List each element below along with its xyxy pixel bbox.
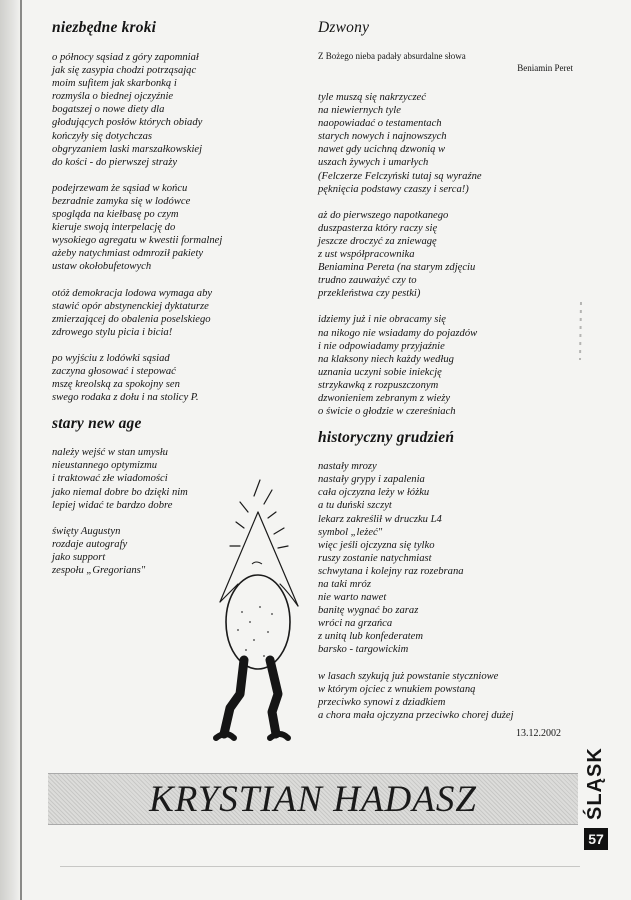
verse-line: i traktować złe wiadomości	[52, 473, 168, 485]
verse-line: tyle muszą się nakrzyczeć	[318, 92, 426, 103]
magazine-logo: ŚLĄSK	[584, 747, 606, 820]
verse-line: strzykawką z rozpuszczonym	[318, 379, 439, 391]
verse-line: jako niemal dobre bo dzięki nim	[52, 486, 188, 498]
verse-line: święty Augustyn	[52, 525, 121, 537]
verse-line: zaczyna głosować i stepować	[52, 365, 176, 377]
verse-line: banitę wygnać bo zaraz	[318, 605, 419, 617]
poem-title: stary new age	[52, 415, 142, 433]
verse-line: a tu duński szczyt	[318, 500, 392, 512]
verse-line: przeciwko synowi z dziadkiem	[318, 696, 446, 708]
stanza	[318, 209, 583, 301]
verse-line: uszach żywych i umarłych	[318, 157, 429, 169]
verse-line: schwytana i kolejny raz rozebrana	[318, 565, 464, 577]
verse-line: kończyły się dotychczas	[52, 130, 153, 142]
verse-line: zespołu „Gregorians"	[52, 565, 146, 576]
egg-figure-illustration	[180, 472, 300, 762]
verse-line: symbol „leżeć"	[318, 526, 383, 538]
verse-line: po wyjściu z lodówki sąsiad	[52, 352, 170, 364]
verse-line: mszę kreolską za spokojny sen	[52, 379, 180, 391]
author-name: KRYSTIAN HADASZ	[149, 779, 477, 820]
verse-line: rozmyśla o biednej ojczyźnie	[52, 91, 174, 103]
verse-line: dzwonieniem zebranym z wieży	[318, 392, 451, 404]
verse-line: i nie odpowiadamy przyjaźnie	[318, 340, 445, 352]
verse-line: do kości - do pierwszej straży	[52, 156, 178, 168]
verse-line: spogląda na kiełbasę po czym	[52, 209, 179, 221]
verse-line: z ust współpracownika	[318, 249, 415, 261]
bottom-rule	[60, 866, 580, 867]
verse-line: z unitą lub konfederatem	[318, 631, 424, 643]
verse-line: bezradnie zamyka się w lodówce	[52, 195, 191, 207]
stanza	[318, 670, 583, 722]
verse-line: jako support	[52, 551, 106, 563]
poem-body	[52, 51, 292, 404]
verse-line: starych nowych i najnowszych	[318, 131, 447, 143]
stanza	[52, 287, 292, 339]
verse-line: nie warto nawet	[318, 592, 387, 604]
verse-line: na nikogo nie wsiadamy do pojazdów	[318, 327, 478, 339]
verse-line: głodujących posłów których obiady	[52, 117, 203, 129]
verse-line: ruszy zostanie natychmiast	[318, 552, 432, 564]
verse-line: lepiej widać te bardzo dobre	[52, 499, 173, 511]
verse-line: przekleństwa czy pestki)	[318, 288, 421, 300]
verse-line: otóż demokracja lodowa wymaga aby	[52, 287, 213, 299]
verse-line: rozdaje autografy	[52, 538, 128, 550]
verse-line: cała ojczyzna leży w łóżku	[318, 487, 430, 499]
verse-line: na niewiernych tyle	[318, 105, 401, 117]
verse-line: o świcie o głodzie w czereśniach	[318, 406, 456, 418]
verse-line: ustaw okołobufetowych	[52, 261, 152, 273]
verse-line: wróci na grzańca	[318, 618, 393, 630]
verse-line: naopowiadać o testamentach	[318, 118, 442, 130]
verse-line: swego rodaka z dołu i na stolicy P.	[52, 392, 199, 404]
verse-line: stawić opór abstynenckiej dyktaturze	[52, 300, 209, 312]
verse-line: obgryzaniem laski marszałkowskiej	[52, 143, 203, 155]
verse-line: barsko - targowickim	[318, 644, 409, 656]
verse-line: trudno zauważyć czy to	[318, 275, 417, 287]
verse-line: podejrzewam że sąsiad w końcu	[52, 182, 188, 194]
verse-line: jeszcze droczyć za zniewagę	[318, 235, 437, 247]
verse-line: na taki mróz	[318, 579, 371, 590]
stanza	[52, 51, 292, 169]
stanza	[318, 460, 583, 656]
verse-line: na klaksony niech każdy według	[318, 353, 454, 365]
verse-line: ażeby natychmiast odmroził pakiety	[52, 248, 204, 260]
poem-title: historyczny grudzień	[318, 429, 455, 447]
verse-line: nastały grypy i zapalenia	[318, 474, 425, 486]
stanza	[318, 91, 583, 196]
stanza	[52, 182, 292, 274]
poem-title: niezbędne kroki	[52, 19, 157, 36]
verse-line: jak się zasypia chodzi potrząsając	[52, 65, 197, 77]
poem-date: 13.12.2002	[516, 727, 561, 739]
verse-line: więc jeśli ojczyzna się tylko	[318, 539, 435, 551]
verse-line: o północy sąsiad z góry zapomniał	[52, 52, 199, 63]
poem-title: Dzwony	[318, 19, 370, 36]
verse-line: (Felczerze Felczyński tutaj są wyraźne	[318, 170, 482, 182]
verse-line: kieruje swoją interpelację do	[52, 222, 176, 234]
poem-body	[318, 91, 583, 418]
binding-edge	[20, 0, 22, 900]
verse-line: nastały mrozy	[318, 461, 377, 473]
author-banner	[48, 773, 578, 825]
verse-line: moim sufitem jak skarbonką i	[52, 78, 177, 90]
verse-line: należy wejść w stan umysłu	[52, 447, 168, 459]
verse-line: zmierzającej do obalenia poselskiego	[52, 313, 211, 325]
verse-line: duszpasterza który raczy się	[318, 222, 438, 234]
verse-line: nieustannego optymizmu	[52, 460, 158, 472]
verse-line: zdrowego stylu picia i bicia!	[52, 326, 173, 338]
epigraph-text: Z Bożego nieba padały absurdalne słowa	[318, 51, 466, 61]
stanza	[318, 313, 583, 418]
verse-line: a chora mała ojczyzna przeciwko chorej dużej	[318, 709, 514, 721]
verse-line: uznania uczyni sobie iniekcję	[318, 366, 442, 378]
verse-line: lekarz zakreślił w druczku L4	[318, 513, 442, 525]
verse-line: w lasach szykują już powstanie styczniowe	[318, 670, 499, 682]
verse-line: pęknięcia podstawy czaszy i serca!)	[318, 183, 469, 195]
binding-shadow	[0, 0, 22, 900]
verse-line: Beniamina Pereta (na starym zdjęciu	[318, 262, 476, 274]
verse-line: bogatszej o nowe diety dla	[52, 104, 165, 116]
stanza	[52, 352, 292, 404]
verse-line: idziemy już i nie obracamy się	[318, 314, 446, 326]
verse-line: wysokiego agregatu w kwestii formalnej	[52, 235, 223, 247]
verse-line: aż do pierwszego napotkanego	[318, 209, 449, 221]
verse-line: w którym ojciec z wnukiem powstaną	[318, 683, 476, 695]
right-column	[318, 18, 583, 739]
verse-line: nawet gdy ucichną dzwonią w	[318, 144, 446, 156]
page-number: 57	[584, 828, 608, 850]
epigraph-author: Beniamin Peret	[517, 63, 573, 73]
poem-body	[318, 460, 583, 722]
